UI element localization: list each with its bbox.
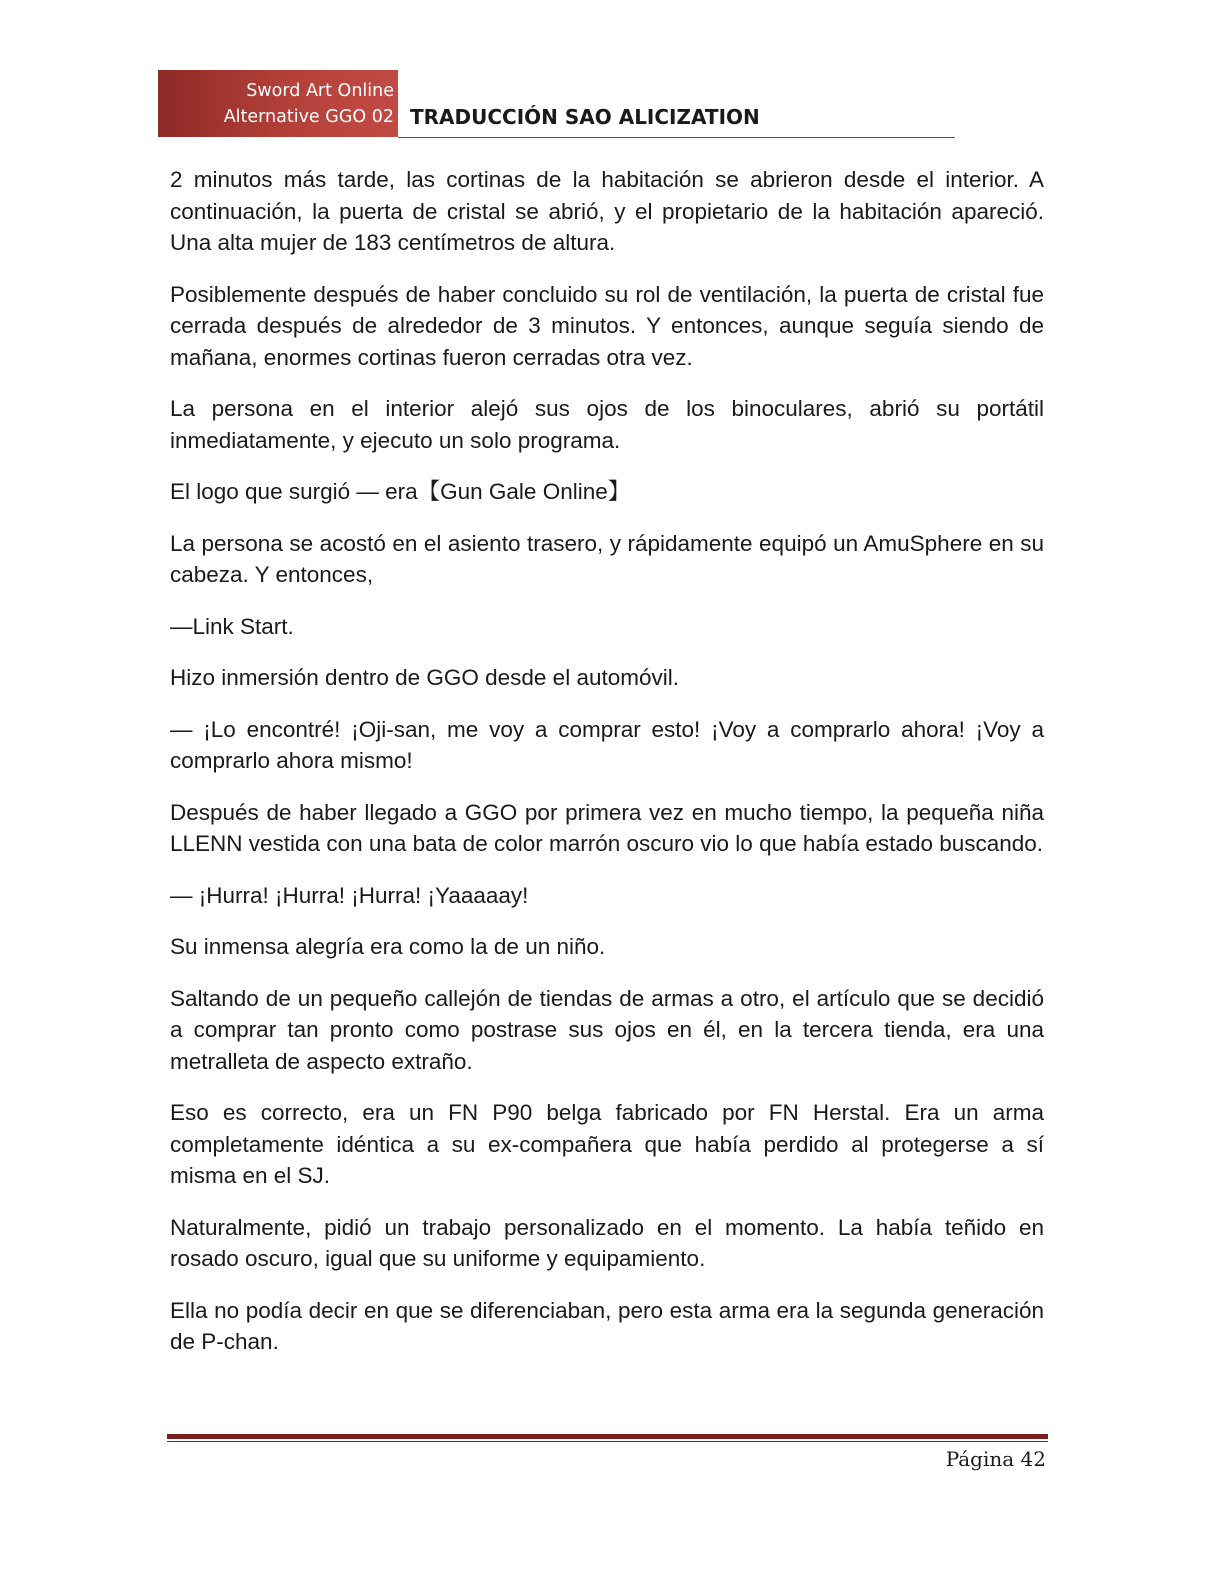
page-header [158, 70, 955, 138]
paragraph: La persona en el interior alejó sus ojos de los binoculares, abrió su portátil inmediatamente, y ejecuto un solo programa. [170, 396, 1044, 453]
paragraph: — ¡Hurra! ¡Hurra! ¡Hurra! ¡Yaaaaay! [170, 882, 529, 908]
series-tab [158, 70, 398, 137]
header-divider [398, 137, 955, 138]
paragraph: —Link Start. [170, 613, 294, 639]
paragraph: Hizo inmersión dentro de GGO desde el automóvil. [170, 665, 679, 690]
paragraph: 2 minutos más tarde, las cortinas de la habitación se abrieron desde el interior. A continuación, la puerta de cristal se abrió, y el propietario de la habitación apareció. Una alta mujer de 183 centímetros de altura. [170, 167, 1044, 255]
paragraph: Ella no podía decir en que se diferenciaban, pero esta arma era la segunda generación de P-chan. [170, 1297, 1044, 1354]
series-title-line1: Sword Art Online [246, 81, 394, 101]
series-title-line2: Alternative GGO 02 [223, 107, 394, 127]
page-body [170, 164, 1044, 1378]
page-number: Página 42 [945, 1447, 1046, 1471]
paragraph: Saltando de un pequeño callejón de tiendas de armas a otro, el artículo que se decidió a comprar tan pronto como postrase sus ojos en él, en la tercera tienda, era una metralleta de aspecto extraño. [170, 985, 1044, 1074]
paragraph: Posiblemente después de haber concluido su rol de ventilación, la puerta de cristal fue cerrada después de alrededor de 3 minutos. Y entonces, aunque seguía siendo de mañana, enormes cortinas fueron cerradas otra vez. [170, 281, 1044, 370]
paragraph: El logo que surgió — era【Gun Gale Online】 [170, 479, 631, 504]
footer-divider [167, 1434, 1048, 1439]
paragraph: Su inmensa alegría era como la de un niño. [170, 934, 606, 959]
header-title: TRADUCCIÓN SAO ALICIZATION [410, 105, 760, 129]
paragraph: Eso es correcto, era un FN P90 belga fabricado por FN Herstal. Era un arma completamente idéntica a su ex-compañera que había perdido al protegerse a sí misma en el SJ. [170, 1100, 1044, 1188]
paragraph: La persona se acostó en el asiento trasero, y rápidamente equipó un AmuSphere en su cabeza. Y entonces, [170, 530, 1044, 587]
paragraph: Naturalmente, pidió un trabajo personalizado en el momento. La había teñido en rosado oscuro, igual que su uniforme y equipamiento. [170, 1214, 1044, 1271]
paragraph: — ¡Lo encontré! ¡Oji-san, me voy a comprar esto! ¡Voy a comprarlo ahora! ¡Voy a comprarlo ahora mismo! [170, 716, 1044, 773]
paragraph: Después de haber llegado a GGO por primera vez en mucho tiempo, la pequeña niña LLENN vestida con una bata de color marrón oscuro vio lo que había estado buscando. [170, 799, 1044, 856]
footer-divider-thin [167, 1441, 1048, 1442]
